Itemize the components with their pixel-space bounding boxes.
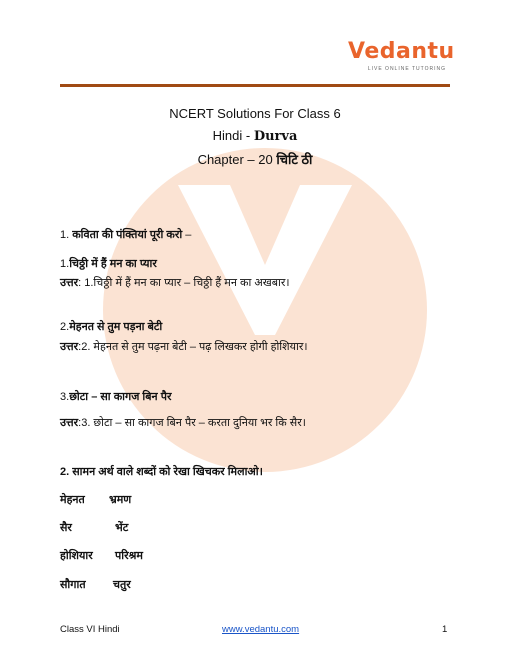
match-row: सौगात चतुर bbox=[60, 579, 131, 591]
match-row: होशियार परिश्रम bbox=[60, 550, 143, 562]
logo-wordmark: Vedantu bbox=[348, 39, 455, 64]
footer-class: Class VI Hindi bbox=[60, 624, 120, 635]
doc-subject: Hindi - Durva bbox=[212, 128, 298, 144]
match-row: सैर भेंट bbox=[60, 522, 129, 534]
doc-title: NCERT Solutions For Class 6 bbox=[169, 106, 341, 121]
q1-item-3: 3.छोटा – सा कागज बिन पैर bbox=[60, 391, 172, 403]
q1-answer-2: उत्तर:2. मेहनत से तुम पढ़ना बेटी – पढ़ लिखकर होगी होशियार। bbox=[60, 341, 308, 353]
q1-answer-1: उत्तर: 1.चिठ्ठी में हैं मन का प्यार – चिठ्ठी हैं मन का अखबार। bbox=[60, 277, 290, 289]
q1-heading: 1. कविता की पंक्तियां पूरी करो – bbox=[60, 229, 192, 241]
page-number: 1 bbox=[442, 624, 448, 635]
q2-heading: 2. सामन अर्थ वाले शब्दों को रेखा खिचकर मिलाओ। bbox=[60, 466, 263, 478]
header-rule bbox=[60, 84, 450, 87]
match-row: मेहनत भ्रमण bbox=[60, 494, 132, 506]
logo-tagline: LIVE ONLINE TUTORING bbox=[367, 66, 446, 72]
doc-chapter: Chapter – 20 चिटि ठी bbox=[197, 152, 313, 167]
q1-answer-3: उत्तर:3. छोटा – सा कागज बिन पैर – करता दुनिया भर कि सैर। bbox=[60, 417, 306, 429]
q1-item-2: 2.मेहनत से तुम पड़ना बेटी bbox=[60, 321, 163, 333]
footer-website-link[interactable]: www.vedantu.com bbox=[222, 624, 300, 635]
q1-item-1: 1.चिठ्ठी में हैं मन का प्यार bbox=[60, 258, 157, 270]
vedantu-logo bbox=[348, 39, 455, 72]
